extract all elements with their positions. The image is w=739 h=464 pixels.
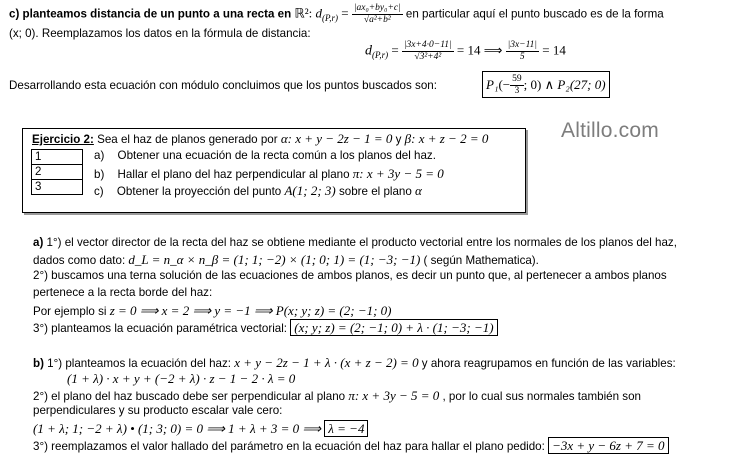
- part-b-line-3-suffix: , por lo cual sus normales también son: [439, 390, 641, 403]
- part-b-line-4: [33, 404, 282, 417]
- formula-d: d: [365, 43, 372, 59]
- part-b-line-6-prefix: 3°) reemplazamos el valor hallado del parámetro en la ecuación del haz para hallar el plano pedido:: [33, 440, 549, 453]
- distance-subscript: (P,r): [321, 12, 339, 23]
- part-c-line-2-text: (x; 0). Reemplazamos los datos en la fórmula de distancia:: [9, 27, 311, 40]
- formula-eq1: =: [388, 42, 402, 58]
- item-math-c: A(1; 2; 3): [284, 183, 336, 198]
- answer-p1: P₁: [486, 77, 499, 92]
- item-text-c2: sobre el plano: [335, 185, 416, 198]
- formula-subscript: (P,r): [372, 49, 389, 60]
- part-b-line-1-prefix: 1°) planteamos la ecuación del haz:: [43, 357, 235, 370]
- part-a-line-3: [33, 269, 667, 282]
- part-b-dot-product: (1 + λ; 1; −2 + λ) • (1; 3; 0) = 0 ⟹ 1 + λ + 3 = 0 ⟹: [33, 421, 325, 436]
- item-math-c2: α: [415, 183, 422, 198]
- part-c-line-1: [9, 3, 664, 26]
- formula-den-2: 5: [519, 52, 525, 62]
- part-a-line-3-text: 2°) buscamos una terna solución de las ecuaciones de ambos planos, es decir un punto que, al pertenecer a ambos planos: [33, 269, 667, 282]
- part-b-line-2: [67, 371, 295, 387]
- exercise-title: Ejercicio 2:: [32, 133, 94, 146]
- part-a-cross-product: d_L = n_α × n_β = (1; 1; −2) × (1; 0; 1) = (1; −3; −1): [128, 252, 421, 267]
- part-a-line-5-prefix: Por ejemplo si: [33, 305, 110, 318]
- exercise-item-b: [94, 166, 444, 182]
- answer-paren-open: (−: [498, 77, 511, 92]
- part-a-line-4: [33, 286, 212, 299]
- part-a-line-2-prefix: dados como dato:: [33, 254, 129, 267]
- item-text-b: Hallar el plano del haz perpendicular al plano: [117, 168, 353, 181]
- distance-formula-fraction: [352, 3, 403, 26]
- answer-paren-close: ; 0): [523, 77, 542, 92]
- formula-num-1: |3x+4·0−11|: [403, 40, 452, 50]
- exercise-title-line: [32, 131, 488, 147]
- item-letter-b: b): [94, 168, 105, 181]
- answer-p2: P₂(27; 0): [557, 77, 606, 92]
- part-b-line-1: [33, 355, 676, 371]
- part-a-line-5: [33, 303, 392, 319]
- formula-num-2: |3x−11|: [507, 40, 537, 50]
- part-a-result-box: (x; y; z) = (2; −1; 0) + λ · (1; −3; −1): [290, 319, 497, 336]
- item-math-b: π: x + 3y − 5 = 0: [352, 166, 444, 181]
- formula-fraction-2: [506, 40, 539, 63]
- part-b-line-4-text: perpendiculares y su producto escalar vale cero:: [33, 404, 283, 417]
- part-b-result-box: −3x + y − 6z + 7 = 0: [548, 437, 668, 454]
- item-text-c: Obtener la proyección del punto: [116, 185, 285, 198]
- part-a-line-6-prefix: 3°) planteamos la ecuación paramétrica vectorial:: [33, 322, 291, 335]
- answer-den: 3: [514, 86, 520, 97]
- item-letter-a: a): [94, 149, 105, 162]
- altillo-logo: Altillo.com: [561, 119, 659, 142]
- part-a-point: z = 0 ⟹ x = 2 ⟹ y = −1 ⟹ P(x; y; z) = (2; −1; 0): [109, 303, 392, 318]
- exercise-item-a: [94, 149, 436, 162]
- exercise-item-c: [94, 183, 422, 199]
- formula-mid: = 14 ⟹: [453, 42, 506, 58]
- part-b-label: b): [33, 357, 44, 370]
- r2-symbol: ℝ²:: [294, 5, 313, 21]
- part-b-lambda-box: λ = −4: [324, 420, 368, 437]
- fraction-denominator: √a²+b²: [363, 15, 391, 25]
- exercise-number-2: 2: [32, 165, 83, 180]
- formula-den-1: √3²+4²: [414, 52, 442, 62]
- distance-symbol: d: [315, 5, 322, 21]
- part-b-plane-pi: π: x + 3y − 5 = 0: [348, 388, 440, 403]
- part-b-line-1-suffix: y ahora reagrupamos en función de las variables:: [418, 357, 676, 370]
- part-c-line-2: [9, 27, 311, 40]
- answer-num: 59: [512, 74, 522, 85]
- plane-alpha: α: x + y − 2z − 1 = 0: [280, 131, 393, 146]
- fraction-numerator: |ax₀+by₀+c|: [353, 3, 401, 13]
- exercise-intro: Sea el haz de planos generado por: [93, 133, 281, 146]
- part-b-line-3-prefix: 2°) el plano del haz buscado debe ser perpendicular al plano: [33, 390, 349, 403]
- answer-and: ∧: [541, 77, 558, 92]
- part-b-line-3: [33, 388, 641, 404]
- part-b-line-5: [33, 421, 368, 437]
- part-c-line-4: [9, 79, 437, 92]
- item-letter-c: c): [94, 185, 104, 198]
- part-c-conclusion: Desarrollando esta ecuación con módulo concluimos que los puntos buscados son:: [9, 79, 437, 92]
- part-a-line-1: [33, 236, 677, 249]
- part-a-line-2: [33, 252, 539, 268]
- part-c-text-suffix: en particular aquí el punto buscado es de la forma: [402, 7, 664, 21]
- part-a-line-6: [33, 320, 498, 336]
- exercise-number-table: [31, 149, 83, 195]
- part-b-regrouped: (1 + λ) · x + y + (−2 + λ) · z − 1 − 2 · λ = 0: [67, 371, 296, 386]
- part-b-pencil-equation: x + y − 2z − 1 + λ · (x + z − 2) = 0: [234, 355, 419, 370]
- equals: =: [338, 5, 352, 21]
- item-text-a: Obtener una ecuación de la recta común a los planos del haz.: [117, 149, 436, 162]
- part-a-label: a): [33, 236, 44, 249]
- exercise-number-1: 1: [32, 150, 83, 165]
- formula-end: = 14: [539, 42, 566, 58]
- formula-fraction-1: [402, 40, 454, 63]
- part-a-line-2-suffix: ( según Mathematica).: [420, 254, 539, 267]
- part-c-answer-box: [482, 71, 610, 98]
- exercise-y: y: [392, 133, 405, 146]
- exercise-number-3: 3: [32, 180, 83, 195]
- part-c-text: c) planteamos distancia de un punto a una recta en: [9, 7, 295, 21]
- part-b-line-6: [33, 438, 669, 454]
- part-a-line-4-text: pertenece a la recta borde del haz:: [33, 286, 213, 299]
- answer-fraction: [510, 74, 524, 97]
- part-c-formula: [365, 40, 566, 63]
- plane-beta: β: x + z − 2 = 0: [404, 131, 489, 146]
- part-a-line-1-text: 1°) el vector director de la recta del haz se obtiene mediante el producto vectorial entre los normales de los planos del haz,: [43, 236, 677, 249]
